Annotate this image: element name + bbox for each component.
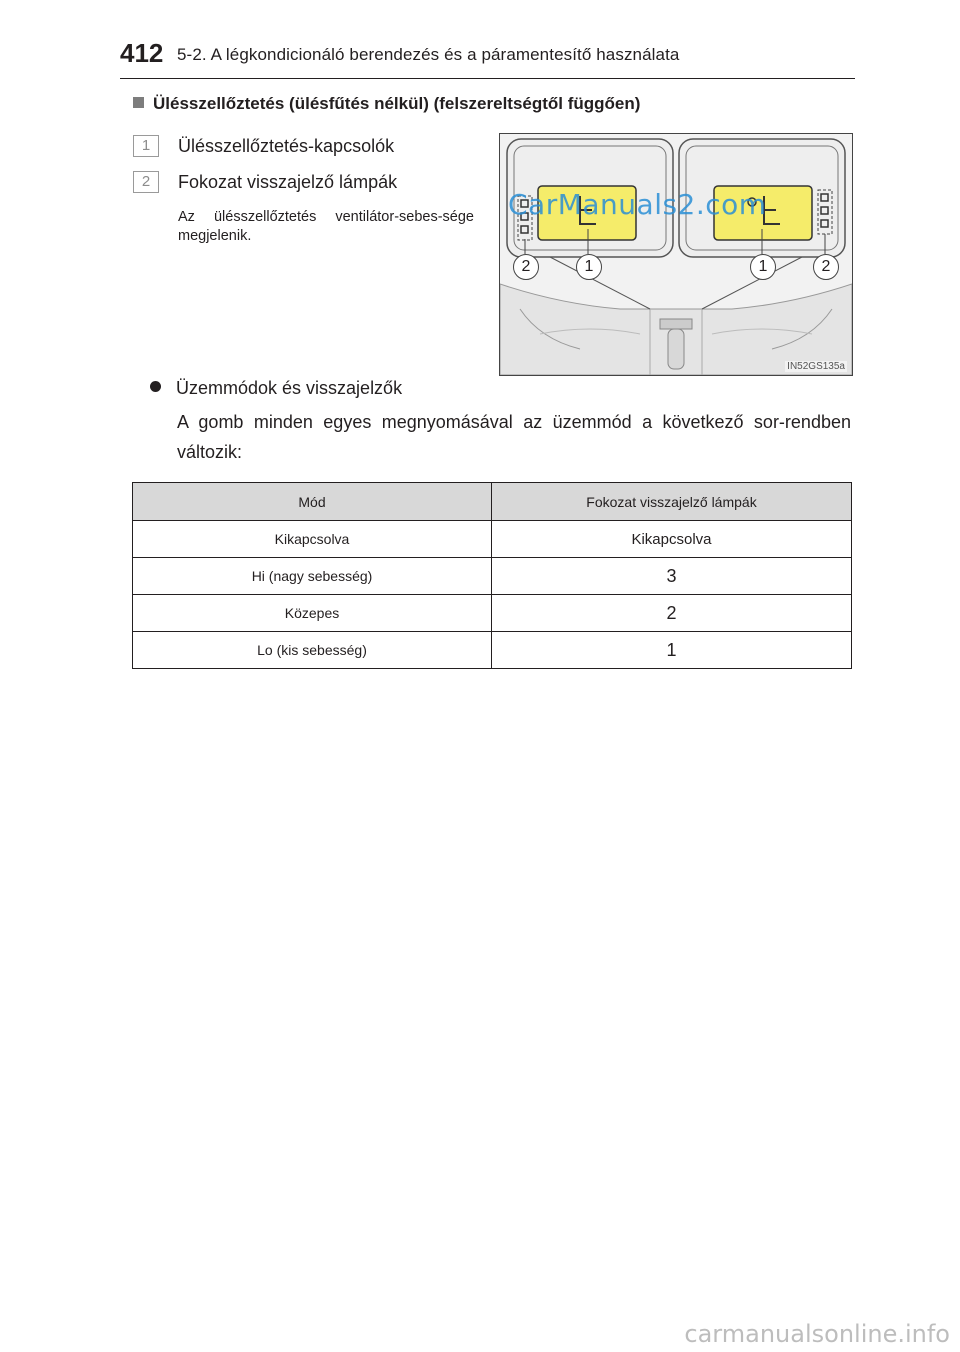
lamp-cell: 2 [492,595,852,632]
callout-2-left: 2 [513,254,539,280]
table-row [133,558,852,595]
mode-cell: Hi (nagy sebesség) [133,558,492,595]
modes-intro: A gomb minden egyes megnyomásával az üzemmód a következő sor-rendben változik: [177,412,851,462]
legend-note: Az ülésszellőztetés ventilátor-sebes-sége megjelenik. [178,209,474,244]
lamp-cell: 3 [492,558,852,595]
lamp-cell: Kikapcsolva [492,521,852,558]
mode-cell: Közepes [133,595,492,632]
callout-1-left: 1 [576,254,602,280]
mode-cell: Kikapcsolva [133,521,492,558]
section-title: Ülésszellőztetés (ülésfűtés nélkül) (felszereltségtől függően) [153,94,641,113]
modes-table [132,482,852,669]
modes-heading [150,376,402,400]
legend-label-2: Fokozat visszajelző lámpák [178,172,398,192]
legend-item-2 [133,170,397,194]
section-heading [133,92,640,116]
mode-cell: Lo (kis sebesség) [133,632,492,669]
page-header [0,0,960,80]
table-row [133,632,852,669]
table-header-row [133,483,852,521]
figure-code: IN52GS135a [787,361,845,372]
header-rule [120,78,855,79]
illustration-seat-ventilation-switches [499,133,853,376]
figure-watermark: CarManuals2.com [508,188,767,221]
legend-number-1: 1 [133,135,159,157]
modes-heading-text: Üzemmódok és visszajelzők [176,378,403,398]
legend-item-1 [133,134,394,158]
column-header-lamps: Fokozat visszajelző lámpák [492,483,852,521]
lamp-cell: 1 [492,632,852,669]
callout-2-right: 2 [813,254,839,280]
chapter-title: 5-2. A légkondicionáló berendezés és a páramentesítő használata [177,45,680,64]
square-bullet-icon [133,97,144,108]
footer-watermark: carmanualsonline.info [684,1320,950,1348]
legend-label-1: Ülésszellőztetés-kapcsolók [178,136,395,156]
table-row [133,521,852,558]
legend-number-2: 2 [133,171,159,193]
column-header-mode: Mód [133,483,492,521]
dashboard-drawing [500,134,852,375]
table-row [133,595,852,632]
round-bullet-icon [150,381,161,392]
callout-1-right: 1 [750,254,776,280]
page-number: 412 [120,38,164,68]
